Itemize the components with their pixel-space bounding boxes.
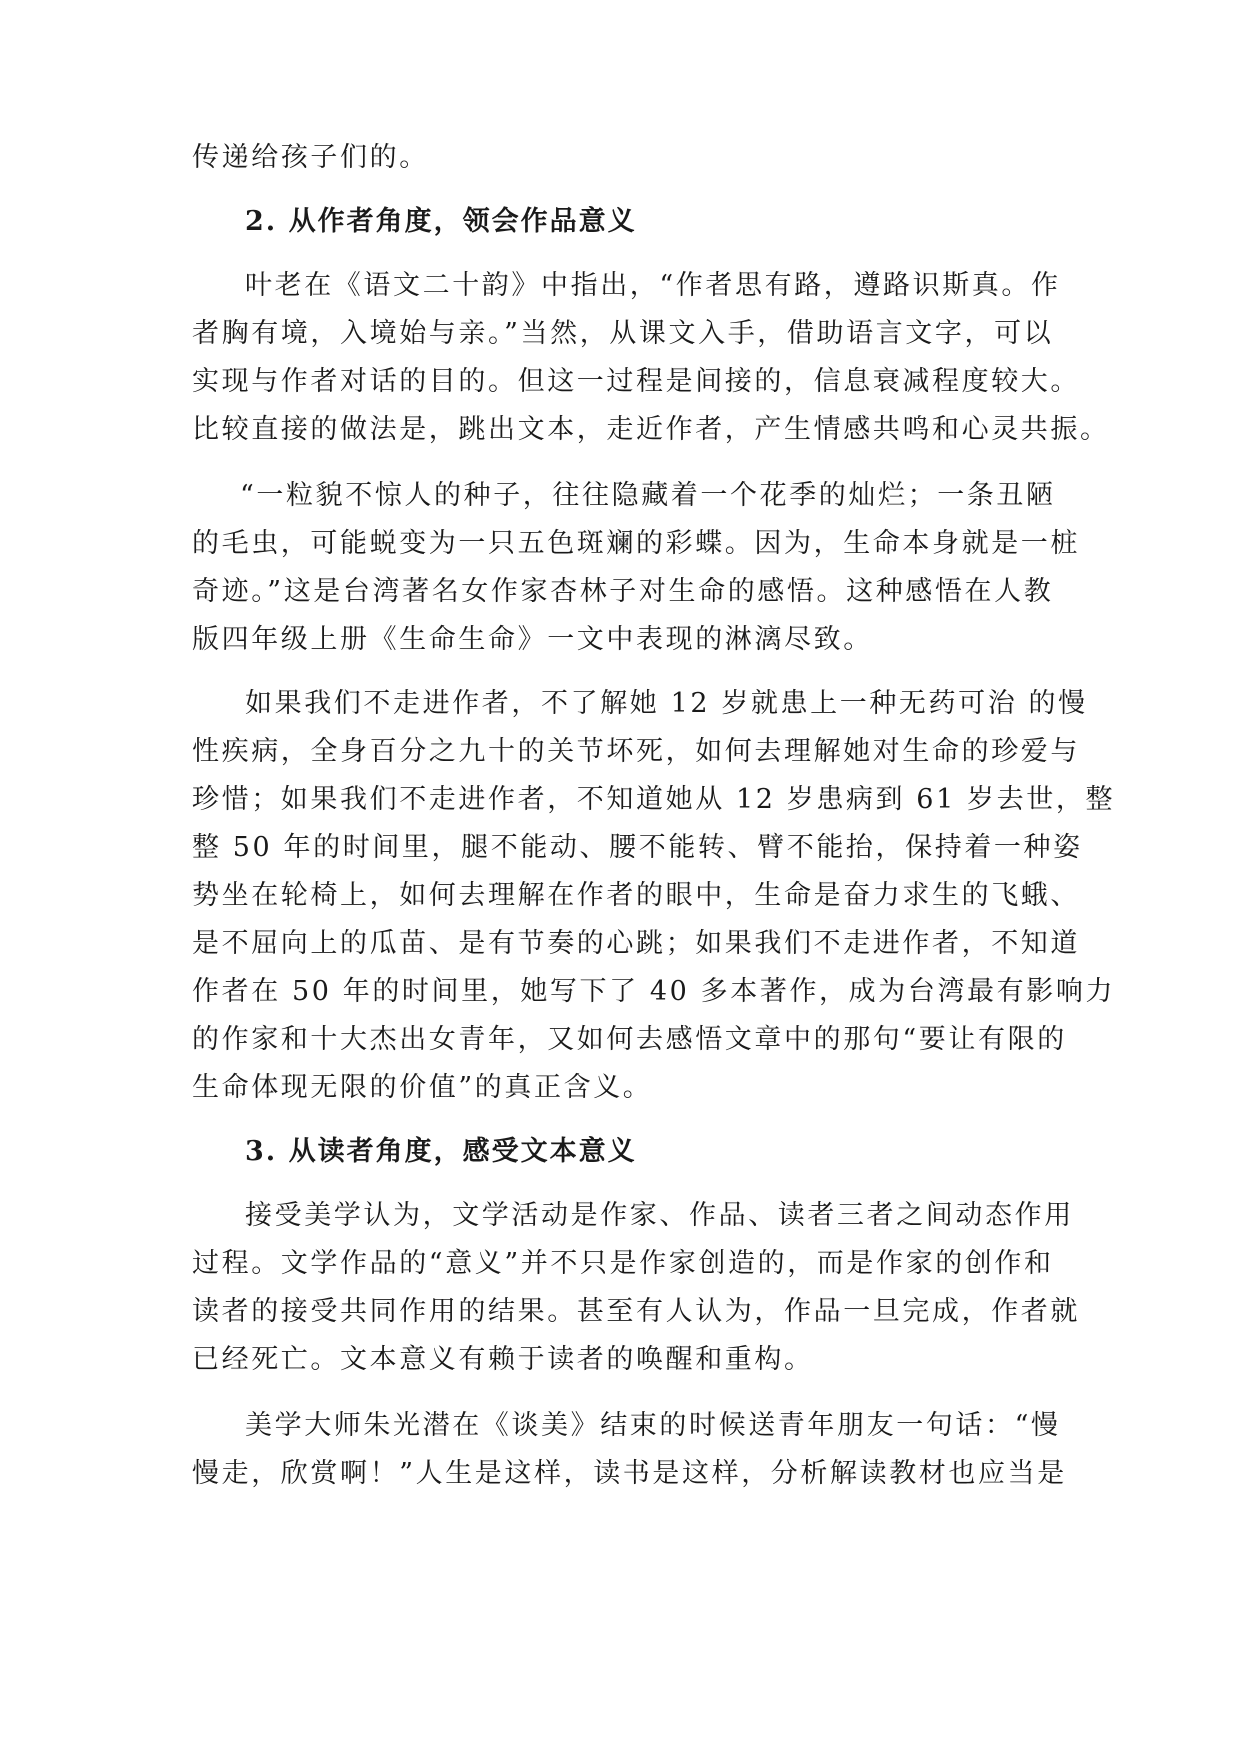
paragraph-line: 是不屈向上的瓜苗、是有节奏的心跳；如果我们不走进作者，不知道 [192, 928, 1080, 959]
paragraph-line: 版四年级上册《生命生命》一文中表现的淋漓尽致。 [192, 624, 873, 655]
paragraph-line: 过程。文学作品的“意义”并不只是作家创造的，而是作家的创作和 [192, 1248, 1054, 1279]
paragraph-line: 整 50 年的时间里，腿不能动、腰不能转、臂不能抬，保持着一种姿 [192, 832, 1083, 863]
paragraph-line: 的作家和十大杰出女青年，又如何去感悟文章中的那句“要让有限的 [192, 1024, 1067, 1055]
paragraph-line: 实现与作者对话的目的。但这一过程是间接的，信息衰减程度较大。 [192, 366, 1080, 397]
paragraph-line: 者胸有境，入境始与亲。”当然，从课文入手，借助语言文字，可以 [192, 318, 1054, 349]
fragment-line: 传递给孩子们的。 [192, 142, 429, 173]
section-3-heading: 3. 从读者角度，感受文本意义 [245, 1136, 637, 1167]
paragraph-line: 珍惜；如果我们不走进作者，不知道她从 12 岁患病到 61 岁去世，整 [192, 784, 1116, 815]
paragraph-line: “一粒貌不惊人的种子，往往隐藏着一个花季的灿烂；一条丑陋 [240, 480, 1056, 511]
paragraph-line: 奇迹。”这是台湾著名女作家杏林子对生命的感悟。这种感悟在人教 [192, 576, 1054, 607]
paragraph-line: 接受美学认为，文学活动是作家、作品、读者三者之间动态作用 [245, 1200, 1074, 1231]
paragraph-line: 美学大师朱光潜在《谈美》结束的时候送青年朋友一句话：“慢 [245, 1410, 1061, 1441]
paragraph-line: 叶老在《语文二十韵》中指出，“作者思有路，遵路识斯真。作 [245, 270, 1061, 301]
paragraph-line: 势坐在轮椅上，如何去理解在作者的眼中，生命是奋力求生的飞蛾、 [192, 880, 1080, 911]
paragraph-line: 如果我们不走进作者，不了解她 12 岁就患上一种无药可治 的慢 [245, 688, 1088, 719]
section-2-heading: 2. 从作者角度，领会作品意义 [245, 206, 637, 237]
paragraph-line: 作者在 50 年的时间里，她写下了 40 多本著作，成为台湾最有影响力 [192, 976, 1116, 1007]
paragraph-line: 比较直接的做法是，跳出文本，走近作者，产生情感共鸣和心灵共振。 [192, 414, 1110, 445]
paragraph-line: 慢走，欣赏啊！”人生是这样，读书是这样，分析解读教材也应当是 [192, 1458, 1067, 1489]
paragraph-line: 生命体现无限的价值”的真正含义。 [192, 1072, 653, 1103]
paragraph-line: 的毛虫，可能蜕变为一只五色斑斓的彩蝶。因为，生命本身就是一桩 [192, 528, 1080, 559]
paragraph-line: 读者的接受共同作用的结果。甚至有人认为，作品一旦完成，作者就 [192, 1296, 1080, 1327]
paragraph-line: 已经死亡。文本意义有赖于读者的唤醒和重构。 [192, 1344, 814, 1375]
paragraph-line: 性疾病，全身百分之九十的关节坏死，如何去理解她对生命的珍爱与 [192, 736, 1080, 767]
